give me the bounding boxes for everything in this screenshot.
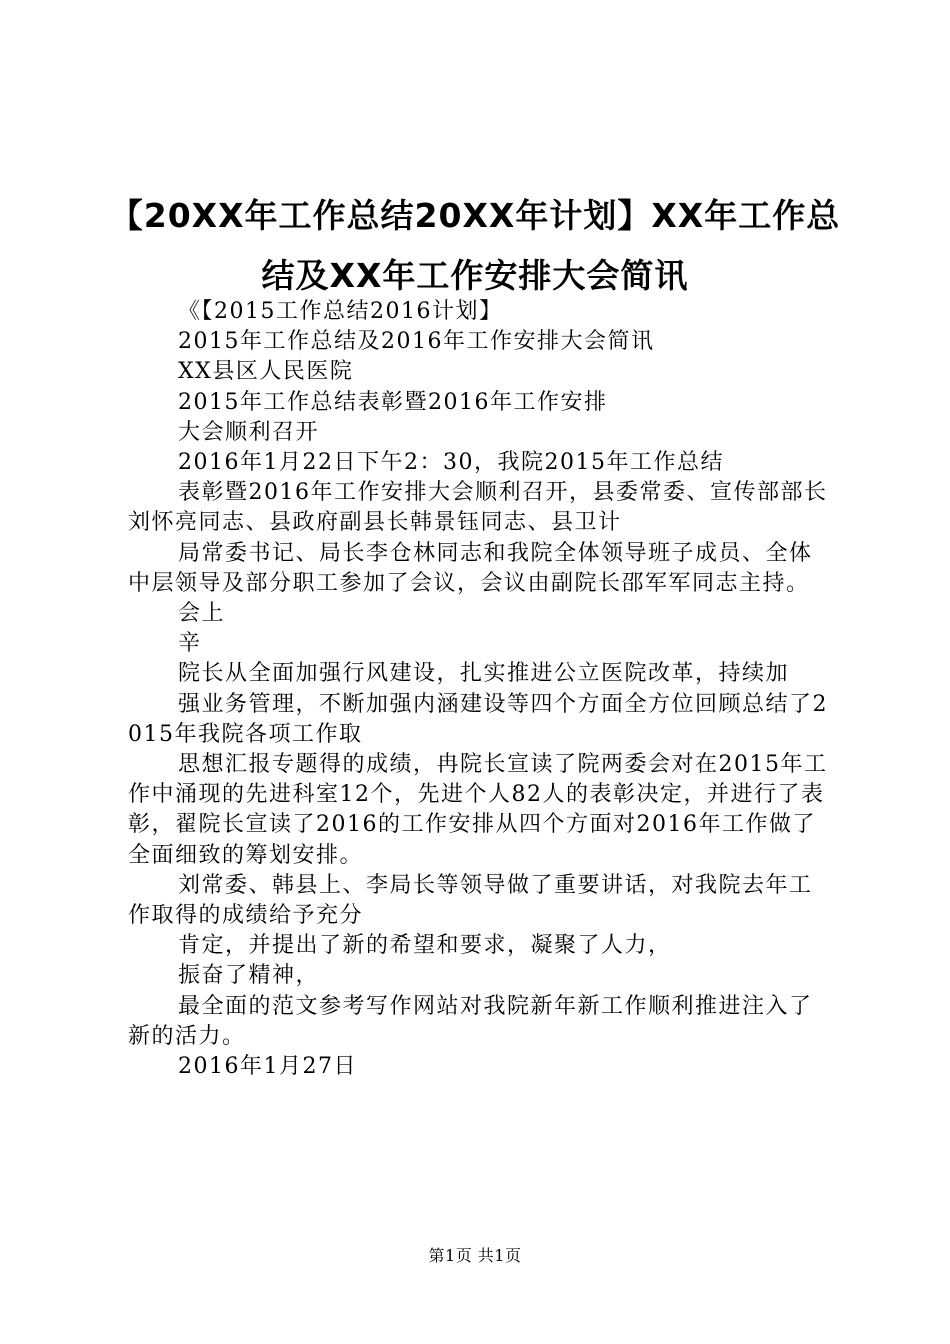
paragraph: 院长从全面加强行风建设，扎实推进公立医院改革，持续加: [178, 661, 790, 687]
document-title-line-2: 结及XX年工作安排大会简讯: [261, 256, 689, 295]
paragraph: 大会顺利召开: [178, 419, 320, 445]
paragraph: 振奋了精神，: [178, 963, 320, 989]
paragraph: 会上: [178, 601, 226, 627]
document-body: [128, 297, 834, 1082]
paragraph: 思想汇报专题得的成绩，冉院长宣读了院两委会对在2015年工作中涌现的先进科室12个，先进个人82人的表彰决定，并进行了表彰，翟院长宣读了2016的工作安排从四个方面对2016年工作做了全面细致的筹划安排。: [128, 752, 828, 868]
paragraph: 辛: [178, 631, 202, 657]
paragraph: 最全面的范文参考写作网站对我院新年新工作顺利推进注入了新的活力。: [128, 993, 813, 1049]
paragraph: 2015年工作总结及2016年工作安排大会简讯: [178, 329, 655, 355]
paragraph: 肯定，并提出了新的希望和要求，凝聚了人力，: [178, 933, 672, 959]
paragraph: 表彰暨2016年工作安排大会顺利召开，县委常委、宣传部部长刘怀亮同志、县政府副县长韩景钰同志、县卫计: [128, 480, 828, 536]
paragraph: 刘常委、韩县上、李局长等领导做了重要讲话，对我院去年工作取得的成绩给予充分: [128, 872, 813, 929]
paragraph: 2015年工作总结表彰暨2016年工作安排: [178, 389, 608, 415]
document-title-line-1: 【20XX年工作总结20XX年计划】XX年工作总: [109, 196, 841, 235]
paragraph: 2016年1月22日下午2：30，我院2015年工作总结: [178, 450, 724, 476]
document-date: 2016年1月27日: [178, 1054, 357, 1080]
paragraph: 强业务管理，不断加强内涵建设等四个方面全方位回顾总结了2015年我院各项工作取: [128, 691, 828, 747]
page-number-footer: 第1页 共1页: [428, 1246, 522, 1265]
paragraph: XX县区人民医院: [178, 359, 354, 385]
paragraph: 局常委书记、局长李仓林同志和我院全体领导班子成员、全体中层领导及部分职工参加了会议，会议由副院长邵军军同志主持。: [128, 540, 813, 596]
paragraph: 《【2015工作总结2016计划】: [178, 299, 503, 324]
